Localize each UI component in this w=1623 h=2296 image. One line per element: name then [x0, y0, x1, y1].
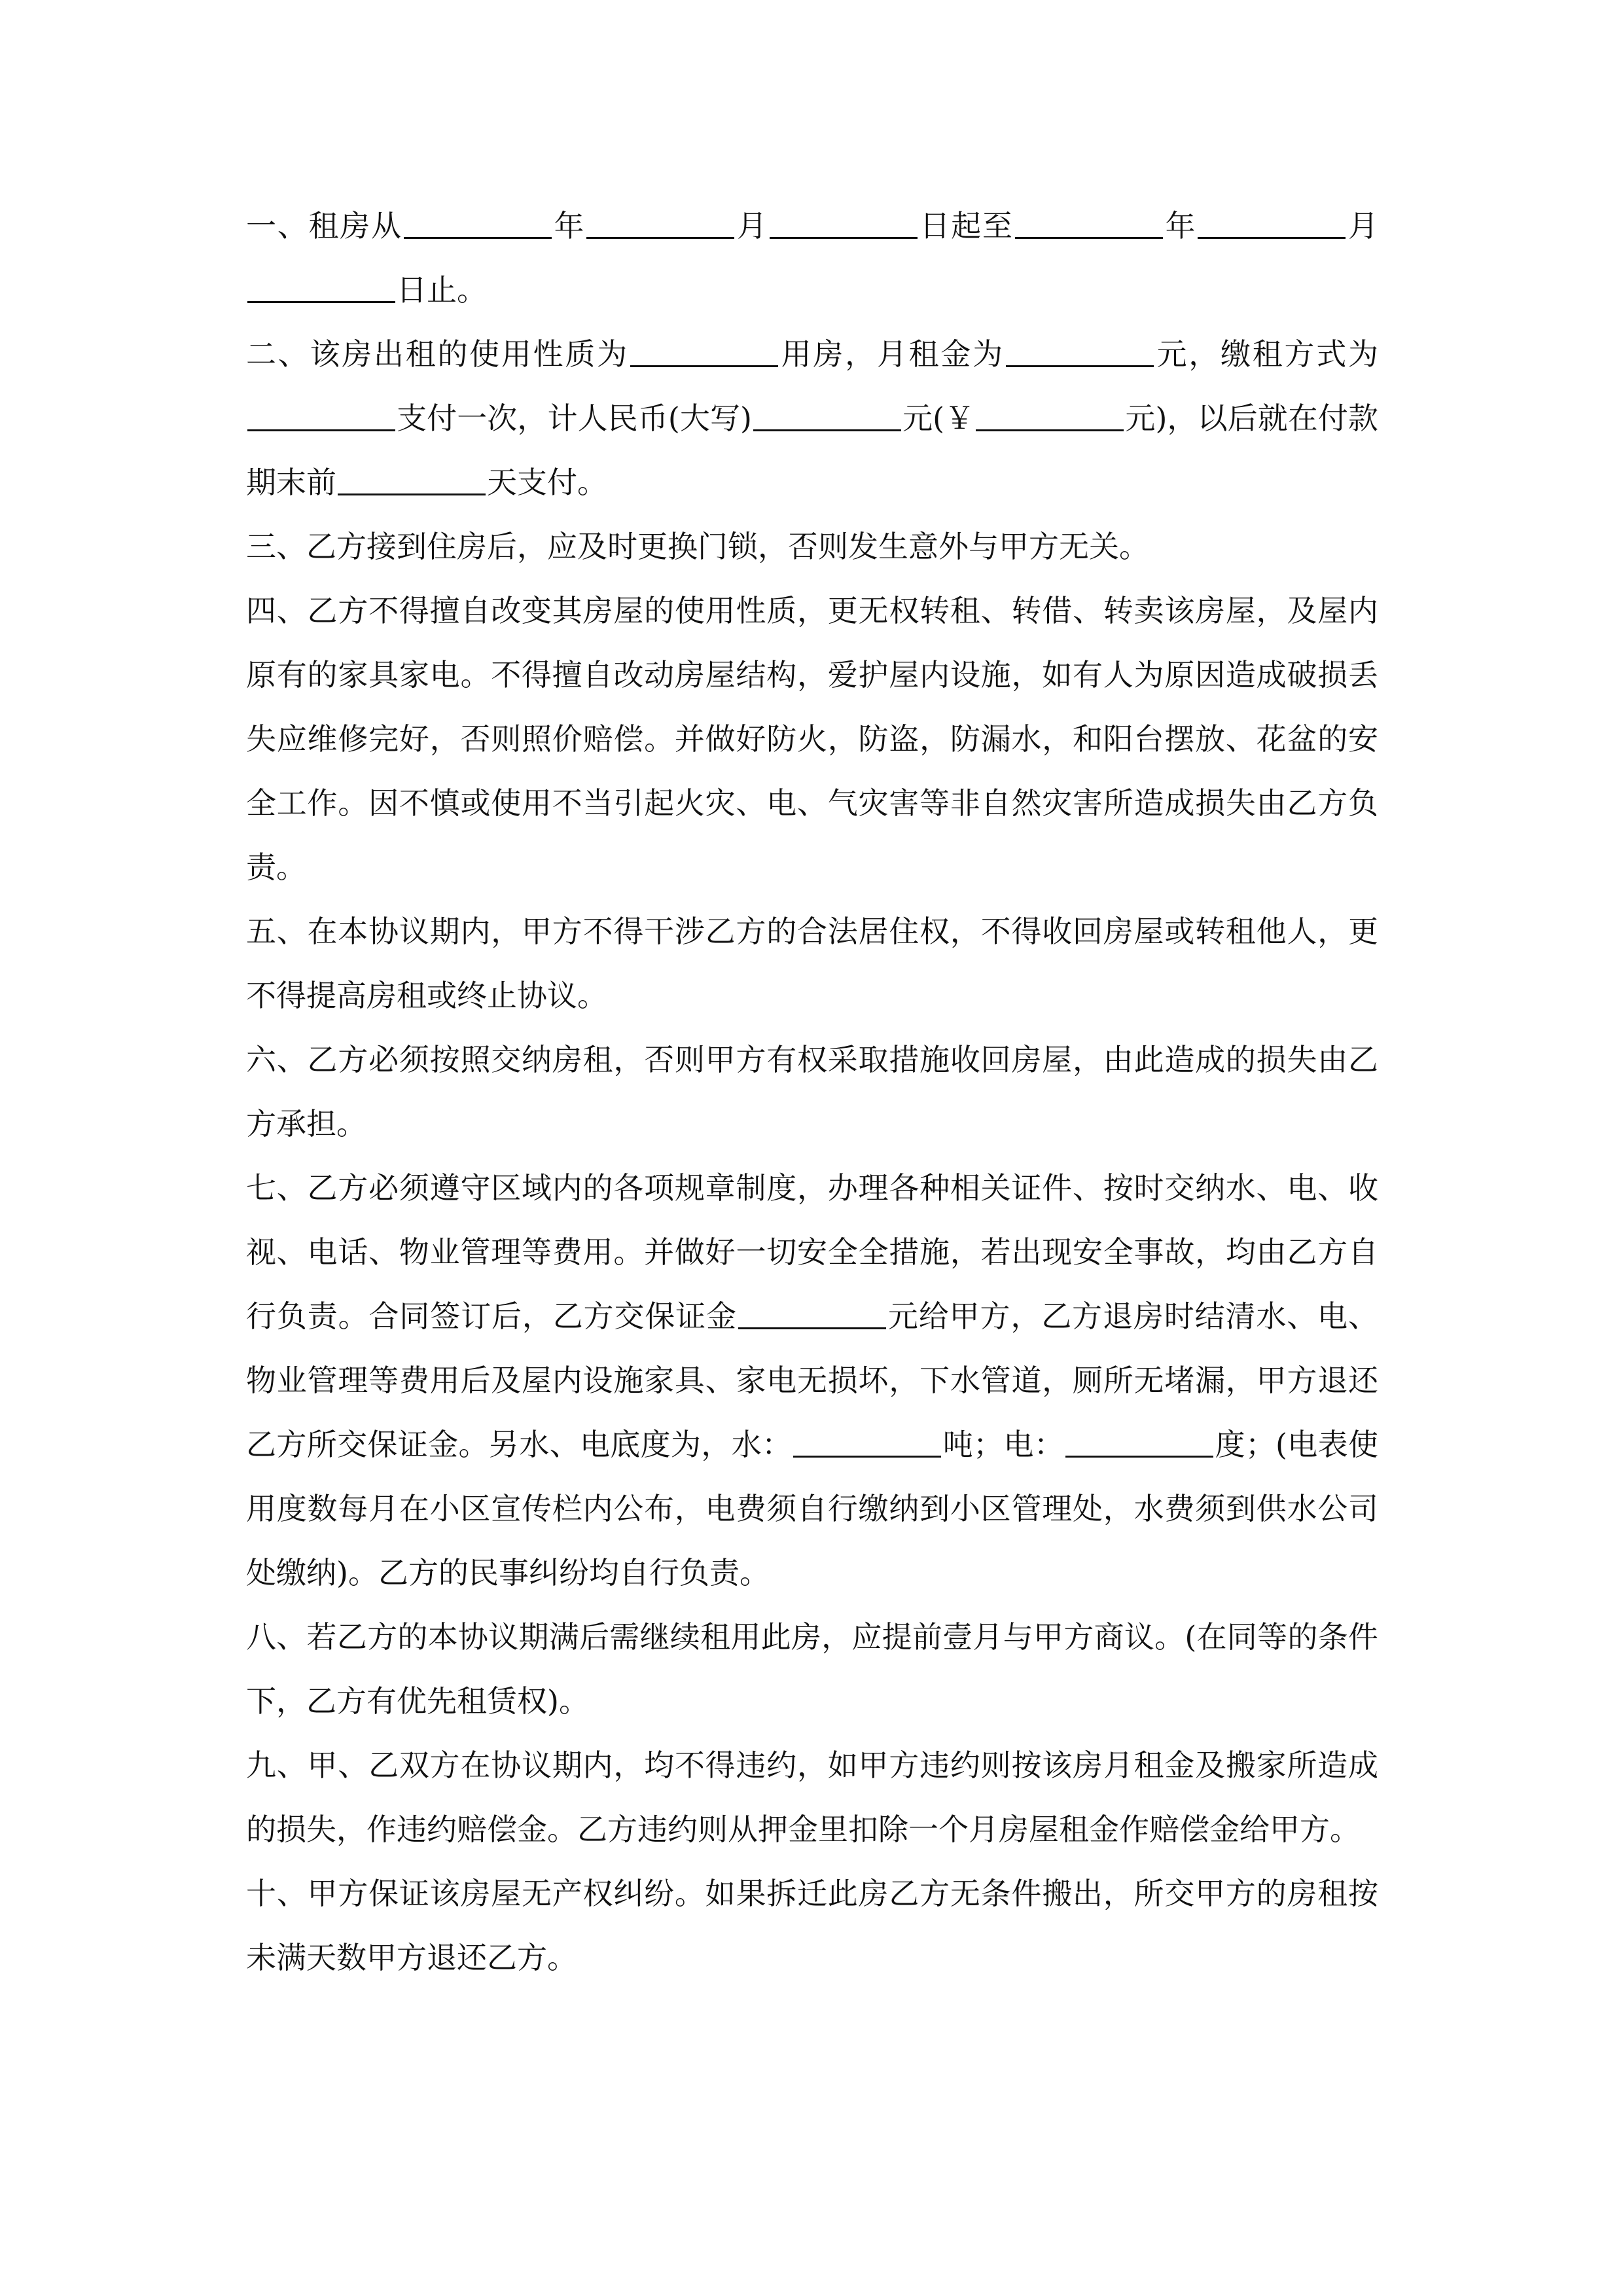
clause-text: 年: [1164, 208, 1197, 243]
blank-field: [247, 300, 395, 303]
blank-field: [247, 429, 395, 431]
clause-text: 七、乙方必须遵守区域内的各项规章制度，办理各种相关证件、按时交纳水、电、收视、电话、物业管理等费用。并做好一切安全全措施，若出现安全事故，均由乙方自行负责。合同签订后，乙方交保证金: [246, 1170, 1378, 1334]
clause-text: 用房，月租金为: [779, 336, 1005, 372]
clause-7: [246, 1156, 1378, 1605]
blank-field: [770, 236, 918, 239]
clause-text: 一、租房从: [246, 208, 402, 243]
blank-field: [793, 1455, 941, 1458]
clause-text: 年: [552, 208, 586, 243]
clause-10: [246, 1861, 1378, 1990]
blank-field: [1015, 236, 1163, 239]
clause-text: 日止。: [397, 272, 487, 308]
clause-text: 月: [736, 208, 768, 243]
clause-text: 元)，以后就在付款期末前: [246, 401, 1379, 500]
clause-text: 元(￥: [902, 401, 975, 436]
clause-text: 四、乙方不得擅自改变其房屋的使用性质，更无权转租、转借、转卖该房屋，及屋内原有的家具家电。不得擅自改动房屋结构，爱护屋内设施，如有人为原因造成破损丢失应维修完好，否则照价赔偿。并做好防火，防盗，防漏水，和阳台摆放、花盆的安全工作。因不慎或使用不当引起火灾、电、气灾害等非自然灾害所造成损失由乙方负责。: [246, 593, 1378, 885]
blank-field: [1065, 1455, 1213, 1458]
clause-text: 支付一次，计人民币(大写): [397, 401, 752, 436]
clause-8: [246, 1605, 1378, 1733]
blank-field: [586, 236, 734, 239]
clause-6: [246, 1028, 1378, 1156]
blank-field: [976, 429, 1124, 431]
blank-field: [338, 493, 486, 495]
clause-1: [246, 194, 1378, 322]
clause-text: 三、乙方接到住房后，应及时更换门锁，否则发生意外与甲方无关。: [246, 529, 1149, 564]
clause-text: 吨；电：: [942, 1427, 1065, 1462]
clause-text: 月: [1347, 208, 1378, 243]
clause-4: [246, 579, 1378, 899]
blank-field: [738, 1327, 886, 1329]
clause-text: 五、在本协议期内，甲方不得干涉乙方的合法居住权，不得收回房屋或转租他人，更不得提高房租或终止协议。: [246, 914, 1378, 1013]
blank-field: [404, 236, 552, 239]
clause-text: 度；(电表使用度数每月在小区宣传栏内公布，电费须自行缴纳到小区管理处，水费须到供水公司处缴纳)。乙方的民事纠纷均自行负责。: [246, 1427, 1379, 1590]
clause-text: 九、甲、乙双方在协议期内，均不得违约，如甲方违约则按该房月租金及搬家所造成的损失，作违约赔偿金。乙方违约则从押金里扣除一个月房屋租金作赔偿金给甲方。: [246, 1748, 1378, 1847]
blank-field: [1198, 236, 1346, 239]
contract-body: [246, 194, 1378, 1990]
clause-text: 日起至: [918, 208, 1014, 243]
clause-text: 八、若乙方的本协议期满后需继续租用此房，应提前壹月与甲方商议。(在同等的条件下，乙方有优先租赁权)。: [246, 1619, 1378, 1719]
clause-9: [246, 1733, 1378, 1861]
blank-field: [1006, 365, 1154, 367]
clause-5: [246, 899, 1378, 1028]
blank-field: [753, 429, 901, 431]
blank-field: [630, 365, 778, 367]
clause-text: 六、乙方必须按照交纳房租，否则甲方有权采取措施收回房屋，由此造成的损失由乙方承担。: [246, 1042, 1378, 1141]
clause-text: 元给甲方，乙方退房时结清水、电、物业管理等费用后及屋内设施家具、家电无损坏，下水管道，厕所无堵漏，甲方退还乙方所交保证金。另水、电底度为，水：: [246, 1299, 1378, 1462]
clause-text: 二、该房出租的使用性质为: [246, 336, 629, 372]
clause-2: [246, 322, 1378, 514]
clause-3: [246, 514, 1378, 579]
clause-text: 天支付。: [487, 465, 607, 500]
clause-text: 元，缴租方式为: [1154, 336, 1379, 372]
clause-text: 十、甲方保证该房屋无产权纠纷。如果拆迁此房乙方无条件搬出，所交甲方的房租按未满天数甲方退还乙方。: [246, 1876, 1378, 1975]
